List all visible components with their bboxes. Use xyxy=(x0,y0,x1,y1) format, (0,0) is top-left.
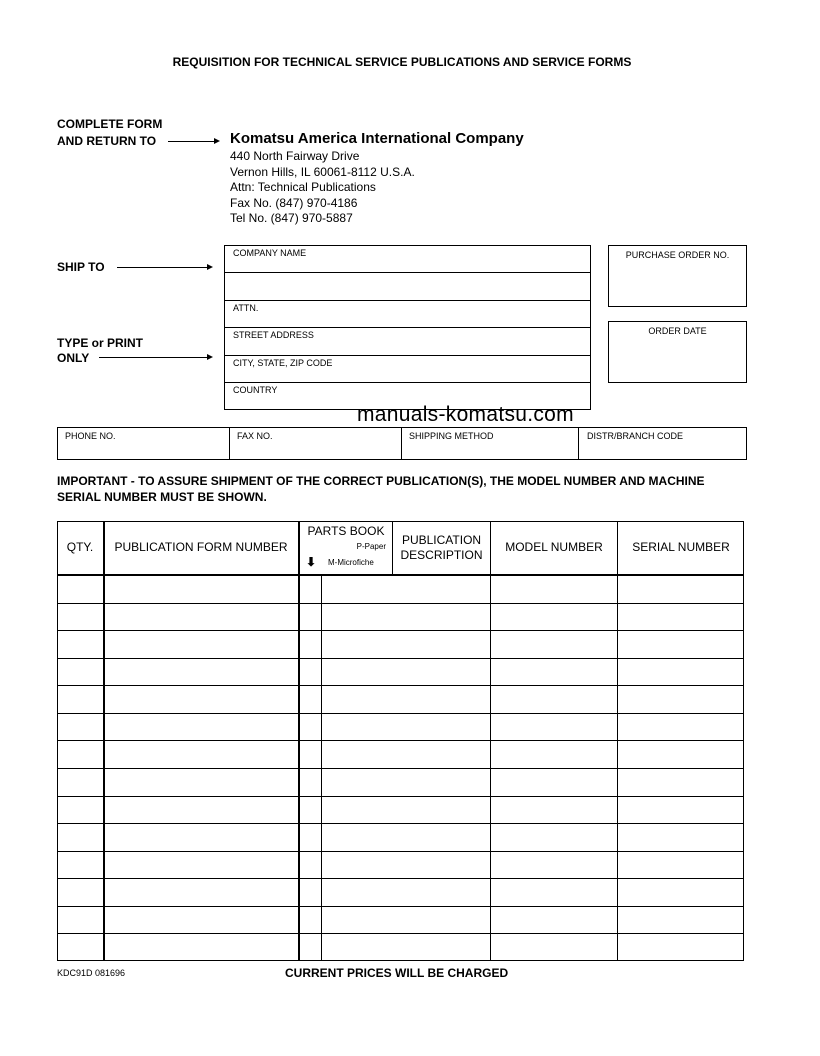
order-date-label: ORDER DATE xyxy=(648,326,707,336)
parts-book-header xyxy=(300,522,392,574)
serial-header: SERIAL NUMBER xyxy=(632,540,730,554)
row-divider xyxy=(57,658,744,659)
model-cell[interactable] xyxy=(491,658,617,686)
important-note: IMPORTANT - TO ASSURE SHIPMENT OF THE CORRECT PUBLICATION(S), THE MODEL NUMBER AND MACHINE xyxy=(57,474,705,488)
order-date-field[interactable] xyxy=(608,321,747,383)
arrow-down-icon: ⬇ xyxy=(306,555,317,569)
table-row xyxy=(57,740,744,768)
parts-book-cell[interactable] xyxy=(299,713,321,741)
qty-cell[interactable] xyxy=(57,851,103,879)
serial-cell[interactable] xyxy=(618,768,744,796)
phone-field[interactable]: PHONE NO. xyxy=(65,431,116,441)
qty-cell[interactable] xyxy=(57,823,103,851)
model-cell[interactable] xyxy=(491,685,617,713)
description-cell[interactable] xyxy=(322,658,490,686)
qty-cell[interactable] xyxy=(57,933,103,961)
parts-book-cell[interactable] xyxy=(299,768,321,796)
model-cell[interactable] xyxy=(491,823,617,851)
model-cell[interactable] xyxy=(491,575,617,603)
description-cell[interactable] xyxy=(322,740,490,768)
fax-field[interactable]: FAX NO. xyxy=(237,431,273,441)
row-divider xyxy=(57,906,744,907)
form-number-cell[interactable] xyxy=(104,878,298,906)
description-cell[interactable] xyxy=(322,603,490,631)
row-divider xyxy=(57,851,744,852)
parts-book-cell[interactable] xyxy=(299,796,321,824)
description-cell[interactable] xyxy=(322,713,490,741)
ship-to-label: SHIP TO xyxy=(57,260,105,274)
qty-cell[interactable] xyxy=(57,685,103,713)
country-field[interactable]: COUNTRY xyxy=(233,385,278,395)
branch-code-field[interactable]: DISTR/BRANCH CODE xyxy=(587,431,684,441)
row-divider xyxy=(57,685,744,686)
description-cell[interactable] xyxy=(322,796,490,824)
purchase-order-label: PURCHASE ORDER NO. xyxy=(625,250,730,260)
model-cell[interactable] xyxy=(491,906,617,934)
serial-cell[interactable] xyxy=(618,823,744,851)
qty-cell[interactable] xyxy=(57,906,103,934)
form-number-cell[interactable] xyxy=(104,603,298,631)
form-number-cell[interactable] xyxy=(104,575,298,603)
model-cell[interactable] xyxy=(491,740,617,768)
company-name: Komatsu America International Company xyxy=(230,130,524,147)
qty-cell[interactable] xyxy=(57,796,103,824)
form-number-cell[interactable] xyxy=(104,685,298,713)
parts-book-cell[interactable] xyxy=(299,685,321,713)
description-cell[interactable] xyxy=(322,768,490,796)
row-divider xyxy=(57,823,744,824)
form-number-cell[interactable] xyxy=(104,823,298,851)
model-cell[interactable] xyxy=(491,630,617,658)
description-cell[interactable] xyxy=(322,575,490,603)
form-number-cell[interactable] xyxy=(104,713,298,741)
description-cell[interactable] xyxy=(322,630,490,658)
table-row xyxy=(57,768,744,796)
row-divider xyxy=(57,933,744,934)
table-row xyxy=(57,685,744,713)
table-row xyxy=(57,575,744,603)
serial-cell[interactable] xyxy=(618,878,744,906)
model-cell[interactable] xyxy=(491,768,617,796)
arrow-right-icon xyxy=(117,267,211,268)
form-number-cell[interactable] xyxy=(104,796,298,824)
model-cell[interactable] xyxy=(491,851,617,879)
parts-book-cell[interactable] xyxy=(299,630,321,658)
parts-book-cell[interactable] xyxy=(299,906,321,934)
row-divider xyxy=(57,630,744,631)
row-divider xyxy=(57,768,744,769)
complete-form-label: COMPLETE FORM xyxy=(57,117,163,131)
parts-book-cell[interactable] xyxy=(299,933,321,961)
address-line: Attn: Technical Publications xyxy=(230,180,376,194)
parts-book-cell[interactable] xyxy=(299,603,321,631)
type-print-label: TYPE or PRINT xyxy=(57,336,144,350)
description-line: PUBLICATION xyxy=(401,532,482,547)
form-number-header: PUBLICATION FORM NUMBER xyxy=(114,540,288,554)
serial-cell[interactable] xyxy=(618,906,744,934)
watermark: manuals-komatsu.com xyxy=(357,403,574,426)
model-cell[interactable] xyxy=(491,713,617,741)
description-line: DESCRIPTION xyxy=(400,547,483,562)
table-row xyxy=(57,603,744,631)
form-title: REQUISITION FOR TECHNICAL SERVICE PUBLICATIONS AND SERVICE FORMS xyxy=(172,55,632,69)
company-address xyxy=(230,149,415,227)
row-divider xyxy=(57,740,744,741)
qty-header: QTY. xyxy=(66,540,94,554)
city-state-zip-field[interactable]: CITY, STATE, ZIP CODE xyxy=(233,358,333,368)
serial-cell[interactable] xyxy=(618,851,744,879)
parts-book-cell[interactable] xyxy=(299,658,321,686)
form-number-cell[interactable] xyxy=(104,740,298,768)
row-divider xyxy=(57,713,744,714)
parts-book-cell[interactable] xyxy=(299,823,321,851)
parts-book-cell[interactable] xyxy=(299,851,321,879)
description-cell[interactable] xyxy=(322,878,490,906)
purchase-order-field[interactable] xyxy=(608,245,747,307)
arrow-right-icon xyxy=(168,141,218,142)
description-cell[interactable] xyxy=(322,906,490,934)
form-number-cell[interactable] xyxy=(104,658,298,686)
qty-cell[interactable] xyxy=(57,603,103,631)
parts-book-label: PARTS BOOK xyxy=(307,524,385,538)
form-number-cell[interactable] xyxy=(104,768,298,796)
table-row xyxy=(57,658,744,686)
row-divider xyxy=(57,878,744,879)
qty-cell[interactable] xyxy=(57,658,103,686)
serial-cell[interactable] xyxy=(618,713,744,741)
model-cell[interactable] xyxy=(491,603,617,631)
serial-cell[interactable] xyxy=(618,575,744,603)
form-number-cell[interactable] xyxy=(104,630,298,658)
serial-cell[interactable] xyxy=(618,796,744,824)
arrow-right-icon xyxy=(99,357,211,358)
address-line: Fax No. (847) 970-4186 xyxy=(230,195,358,210)
model-cell[interactable] xyxy=(491,878,617,906)
form-number-cell[interactable] xyxy=(104,933,298,961)
description-cell[interactable] xyxy=(322,823,490,851)
table-row xyxy=(57,630,744,658)
serial-cell[interactable] xyxy=(618,603,744,631)
table-row xyxy=(57,823,744,851)
form-number-cell[interactable] xyxy=(104,851,298,879)
row-divider xyxy=(57,603,744,604)
description-cell[interactable] xyxy=(322,851,490,879)
address-line: Tel No. (847) 970-5887 xyxy=(230,211,353,225)
serial-cell[interactable] xyxy=(618,630,744,658)
qty-cell[interactable] xyxy=(57,768,103,796)
serial-cell[interactable] xyxy=(618,740,744,768)
shipping-method-field[interactable]: SHIPPING METHOD xyxy=(409,431,494,441)
qty-cell[interactable] xyxy=(57,713,103,741)
model-header: MODEL NUMBER xyxy=(505,540,603,554)
description-header xyxy=(393,521,490,574)
attn-field[interactable]: ATTN. xyxy=(233,303,259,313)
important-note-cont: SERIAL NUMBER MUST BE SHOWN. xyxy=(57,490,267,504)
table-row xyxy=(57,878,744,906)
qty-cell[interactable] xyxy=(57,575,103,603)
description-cell[interactable] xyxy=(322,685,490,713)
address-line: 440 North Fairway Drive xyxy=(230,149,360,163)
table-row xyxy=(57,713,744,741)
qty-cell[interactable] xyxy=(57,878,103,906)
company-name-field[interactable]: COMPANY NAME xyxy=(233,248,307,258)
table-row xyxy=(57,851,744,879)
table-row xyxy=(57,906,744,934)
form-code: KDC91D 081696 xyxy=(57,968,126,978)
only-label: ONLY xyxy=(57,351,90,365)
address-line: Vernon Hills, IL 60061-8112 U.S.A. xyxy=(230,164,415,179)
serial-cell[interactable] xyxy=(618,933,744,961)
paper-label: P-Paper xyxy=(356,542,386,551)
prices-note: CURRENT PRICES WILL BE CHARGED xyxy=(285,966,509,980)
row-divider xyxy=(57,796,744,797)
parts-book-cell[interactable] xyxy=(299,575,321,603)
street-address-field[interactable]: STREET ADDRESS xyxy=(233,330,314,340)
form-number-cell[interactable] xyxy=(104,906,298,934)
return-to-label: AND RETURN TO xyxy=(57,134,157,148)
serial-cell[interactable] xyxy=(618,658,744,686)
parts-book-cell[interactable] xyxy=(299,878,321,906)
parts-book-cell[interactable] xyxy=(299,740,321,768)
qty-cell[interactable] xyxy=(57,630,103,658)
table-row xyxy=(57,796,744,824)
description-cell[interactable] xyxy=(322,933,490,961)
model-cell[interactable] xyxy=(491,933,617,961)
serial-cell[interactable] xyxy=(618,685,744,713)
qty-cell[interactable] xyxy=(57,740,103,768)
model-cell[interactable] xyxy=(491,796,617,824)
microfiche-label: M-Microfiche xyxy=(328,558,374,567)
table-row xyxy=(57,933,744,961)
